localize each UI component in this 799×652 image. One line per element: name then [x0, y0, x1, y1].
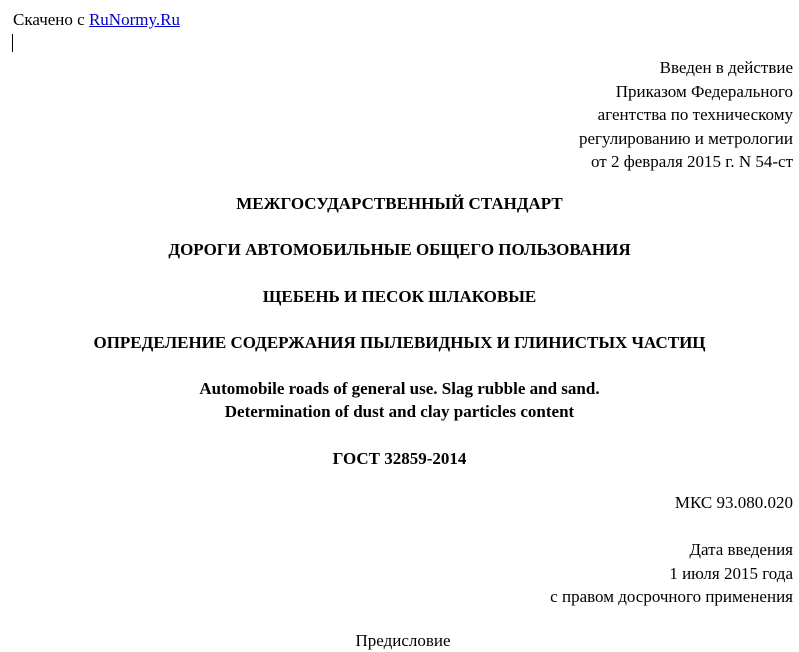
source-link[interactable]: RuNormy.Ru [88, 10, 180, 29]
english-title-2: Determination of dust and clay particles content [224, 402, 575, 421]
foreword-heading: Предисловие [355, 631, 451, 650]
effective-line: 1 июля 2015 года [669, 563, 793, 583]
standard-title-1: ДОРОГИ АВТОМОБИЛЬНЫЕ ОБЩЕГО ПОЛЬЗОВАНИЯ [168, 240, 631, 259]
standard-code: ГОСТ 32859-2014 [332, 449, 467, 468]
approval-block [579, 56, 793, 174]
text-cursor [12, 34, 13, 52]
english-title-1: Automobile roads of general use. Slag rubble and sand. [199, 379, 600, 398]
effective-line: с правом досрочного применения [550, 587, 793, 606]
approval-line: регулированию и метрологии [578, 128, 793, 148]
effective-date-block [550, 538, 793, 609]
effective-line: Дата введения [689, 540, 793, 559]
approval-line: агентства по техническому [597, 105, 793, 124]
standard-type: МЕЖГОСУДАРСТВЕННЫЙ СТАНДАРТ [236, 194, 563, 213]
approval-line: от 2 февраля 2015 г. N 54-ст [590, 152, 793, 171]
standard-title-2: ЩЕБЕНЬ И ПЕСОК ШЛАКОВЫЕ [262, 287, 537, 306]
source-prefix: Скачено с [13, 10, 89, 29]
mks-code: МКС 93.080.020 [674, 493, 793, 512]
approval-line: Приказом Федерального [615, 81, 793, 101]
source-line [13, 9, 180, 31]
standard-title-3: ОПРЕДЕЛЕНИЕ СОДЕРЖАНИЯ ПЫЛЕВИДНЫХ И ГЛИНИСТЫХ ЧАСТИЦ [93, 333, 706, 352]
approval-line: Введен в действие [659, 58, 793, 77]
